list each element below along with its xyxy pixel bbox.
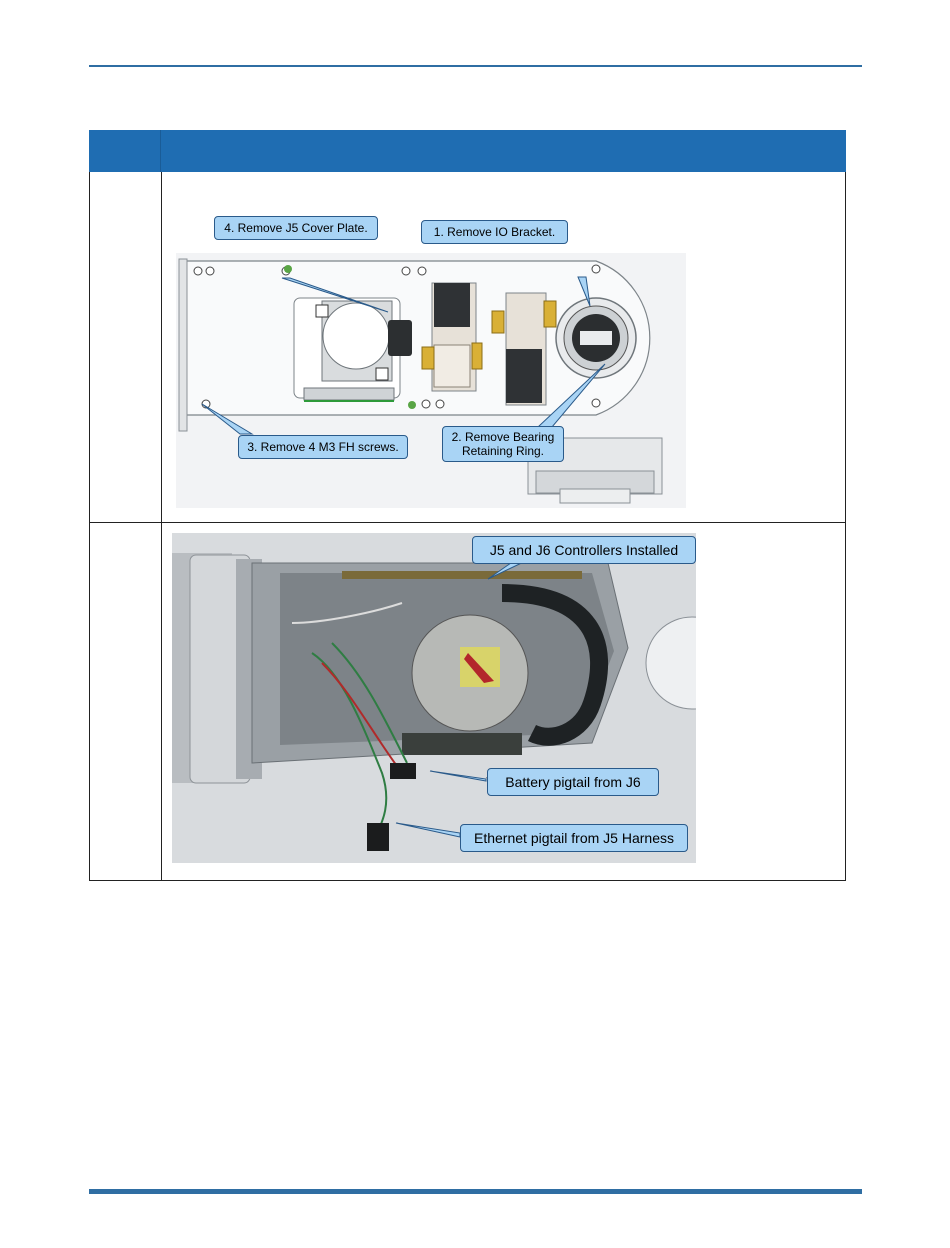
footer-rule: [89, 1189, 862, 1194]
callout-bearing-line-2: Retaining Ring.: [461, 444, 545, 458]
header-action-cell: [161, 130, 846, 172]
table-row-1: [89, 172, 846, 523]
callout-controllers-installed: J5 and J6 Controllers Installed: [472, 536, 696, 564]
callout-remove-bearing-ring: [442, 426, 564, 462]
callout-remove-io-bracket: 1. Remove IO Bracket.: [421, 220, 568, 244]
callout-remove-cover-plate: 4. Remove J5 Cover Plate.: [214, 216, 378, 240]
header-step-cell: [89, 130, 161, 172]
callout-bearing-line-1: 2. Remove Bearing: [451, 430, 555, 444]
callout-battery-pigtail: Battery pigtail from J6: [487, 768, 659, 796]
header-rule: [89, 65, 862, 67]
callout-ethernet-pigtail: Ethernet pigtail from J5 Harness: [460, 824, 688, 852]
procedure-table: [89, 130, 846, 880]
callout-remove-fh-screws: 3. Remove 4 M3 FH screws.: [238, 435, 408, 459]
table-row-2: [89, 523, 846, 881]
header-divider: [160, 130, 161, 172]
